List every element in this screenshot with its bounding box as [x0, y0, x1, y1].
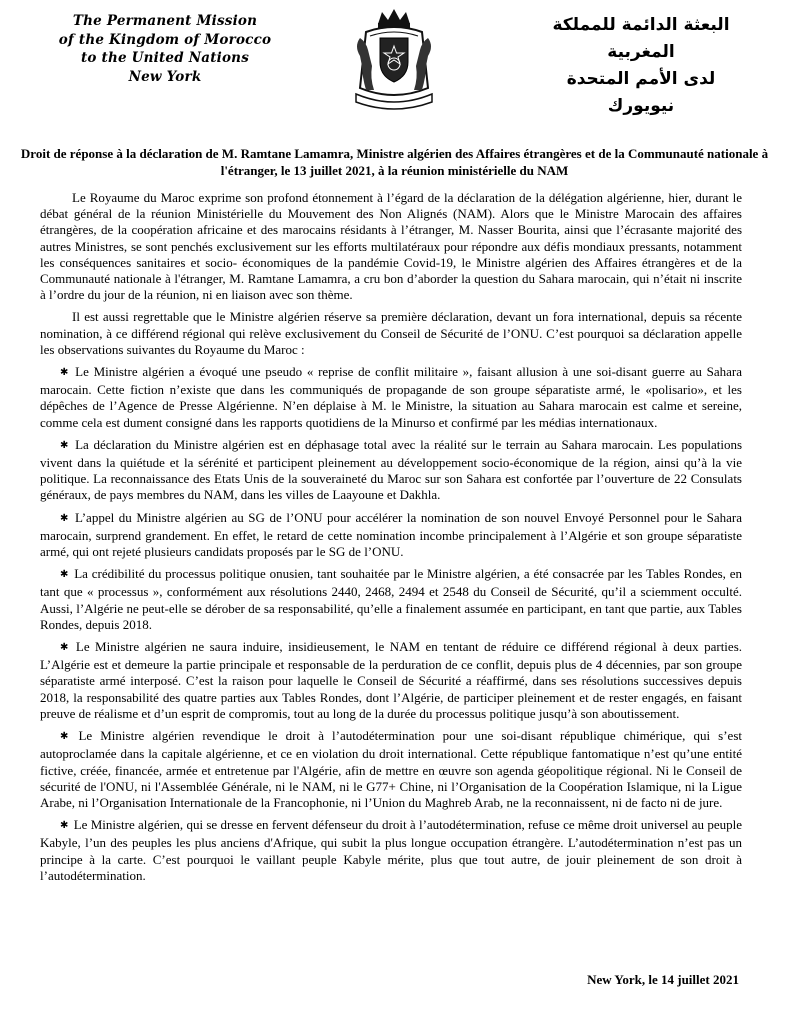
letterhead-line: New York — [128, 68, 202, 85]
bullet-star-icon: ✱ — [60, 569, 69, 581]
bullet-item — [40, 566, 742, 633]
letterhead-line: البعثة الدائمة للمملكة المغربية — [552, 15, 730, 62]
bullet-text: Le Ministre algérien, qui se dresse en fervent défenseur du droit à l’autodétermination, refuse ce même droit universel au peuple Kabyle, l’un des peuples les plus anciens d'Afrique, qui subit la plus longue occupation étrangère. L’autodétermination n’est pas un principe à la carte. C’est pourquoi le vaillant peuple Kabyle mérite, plus que tout autre, de jouir pleinement de son droit à l’autodétermination. — [40, 817, 742, 883]
document-body — [40, 190, 742, 890]
bullet-star-icon: ✱ — [60, 642, 69, 654]
bullet-star-icon: ✱ — [60, 367, 69, 379]
letterhead-line: لدى الأمم المتحدة — [566, 69, 716, 89]
bullet-star-icon: ✱ — [60, 512, 69, 524]
bullet-star-icon: ✱ — [60, 439, 69, 451]
paragraph: Il est aussi regrettable que le Ministre algérien réserve sa première déclaration, devant un fora international, depuis sa récente nomination, à ce différend régional qui relève exclusivement du Conseil de Sécurité de l’ONU. C’est pourquoi sa déclaration appelle les observations suivantes du Royaume du Maroc : — [40, 309, 742, 357]
closing-date-line: New York, le 14 juillet 2021 — [587, 972, 739, 987]
letterhead-line: The Permanent Mission — [72, 13, 258, 29]
bullet-item — [40, 639, 742, 722]
document-title: Droit de réponse à la déclaration de M. Ramtane Lamamra, Ministre algérien des Affaires étrangères et de la Communauté nationale à l'étranger, le 13 juillet 2021, à la réunion ministérielle du NAM — [20, 146, 769, 178]
bullet-text: Le Ministre algérien a évoqué une pseudo « reprise de conflit militaire », faisant allusion à une soi-disant guerre au Sahara marocain. Cette fiction n’existe que dans les communiqués de propagande de son groupe séparatiste armé, le «polisario», et les dépêches de l’Agence de Presse Algérienne. N’en déplaise à M. le Ministre, la situation au Sahara marocain est calme et sereine, comme cela est dument consigné dans les rapports quotidiens de la Minurso et confirmé par les médias internationaux. — [40, 364, 743, 430]
letterhead-arabic — [541, 12, 741, 120]
bullet-item — [40, 817, 742, 884]
bullet-item — [40, 728, 742, 811]
letterhead-line: to the United Nations — [80, 50, 250, 66]
letterhead-line: نيويورك — [607, 96, 675, 116]
bullet-text: La déclaration du Ministre algérien est en déphasage total avec la réalité sur le terrain au Sahara marocain. Les populations vivent dans la quiétude et la sérénité et participent pleinement au développement socio-économique de la région, ainsi qu’à la vie politique. La reconnaissance des Etats Unis de la souveraineté du Maroc sur son Sahara est confortée par l’ouverture de 22 Consulats généraux, de pays membres du NAM, dans les villes de Laayoune et Dakhla. — [40, 436, 742, 503]
bullet-item — [40, 437, 742, 504]
paragraph: Le Royaume du Maroc exprime son profond étonnement à l’égard de la déclaration de la délégation algérienne, hier, durant le débat général de la réunion Ministérielle du Mouvement des Non Alignés (NAM). Alors que le Ministre Marocain des affaires étrangères, de la coopération africaine et des marocains résidants à l’étranger, M. Nasser Bourita, ainsi que l’écrasante majorité des autres Ministres, se sont penchés exclusivement sur les efforts multilatéraux pour répondre aux défis mondiaux pressants, notamment les conséquences sanitaires et socio- économiques de la pandémie Covid-19, le Ministre algérien des Affaires étrangères et de la Communauté nationale à l'étranger, M. Ramtane Lamamra, a cru bon d’aborder la question du Sahara marocain, qui n’était ni inscrite à l’ordre du jour de la réunion, ni en liaison avec son thème. — [40, 190, 742, 303]
letterhead-line: of the Kingdom of Morocco — [58, 31, 272, 48]
bullet-item — [40, 510, 742, 561]
bullet-text: Le Ministre algérien ne saura induire, insidieusement, le NAM en tentant de réduire ce différend régional à deux parties. L’Algérie est et demeure la partie principale et responsable de la perduration de ce conflit, depuis plus de 4 décennies, par son groupe séparatiste armé interposé. C’est la raison pour laquelle le Conseil de Sécurité a réaffirmé, dans ses résolutions successives depuis 2018, la responsabilité des quatre parties aux Tables Rondes, dont l’Algérie, de participer pleinement et de rester engagés, en faisant preuve de réalisme et d’un esprit de compromis, tout au long de la durée du processus politique jusqu’à son aboutissement. — [40, 639, 743, 721]
letterhead-english — [40, 12, 290, 86]
bullet-item — [40, 364, 742, 431]
bullet-text: L’appel du Ministre algérien au SG de l’ONU pour accélérer la nomination de son nouvel Envoyé Personnel pour le Sahara marocain, surprend grandement. En effet, le retard de cette nomination incombe principalement à l’Algérie et son groupe séparatiste armé, qui ont rejeté plusieurs candidats proposés par le SG de l’ONU. — [40, 509, 743, 560]
bullet-star-icon: ✱ — [60, 820, 69, 832]
moroccan-coat-of-arms-icon — [348, 6, 440, 112]
bullet-star-icon: ✱ — [60, 731, 69, 743]
bullet-text: La crédibilité du processus politique onusien, tant souhaitée par le Ministre algérien, a été consacrée par les Tables Rondes, en tant que « processus », conformément aux résolutions 2440, 2468, 2494 et 2548 du Conseil de Sécurité, qu’il a sciemment occulté. Aussi, l’Algérie ne peut-elle se dérober de sa responsabilité, qu’elle a finalement assumée en participant, en tant que partie, aux Tables Rondes, depuis 2018. — [40, 566, 743, 632]
bullet-text: Le Ministre algérien revendique le droit à l’autodétermination pour une soi-disant république chimérique, qui s’est autoproclamée dans la capitale algérienne, et ce en violation du droit international. Cette république fantomatique n’est qu’une entité fictive, créée, financée, armée et entretenue par l'Algérie, afin de mettre en œuvre son agenda géopolitique régional. Ni le Conseil de sécurité de l'ONU, ni l'Assemblée Générale, ni le NAM, ni le G77+ Chine, ni l’Organisation de la Coopération Islamique, ni la Ligue Arabe, ni l’Organisation Internationale de la Francophonie, ni l’Union du Maghreb Arab, ne la reconnaissent, ni de facto ni de jure. — [40, 728, 743, 810]
